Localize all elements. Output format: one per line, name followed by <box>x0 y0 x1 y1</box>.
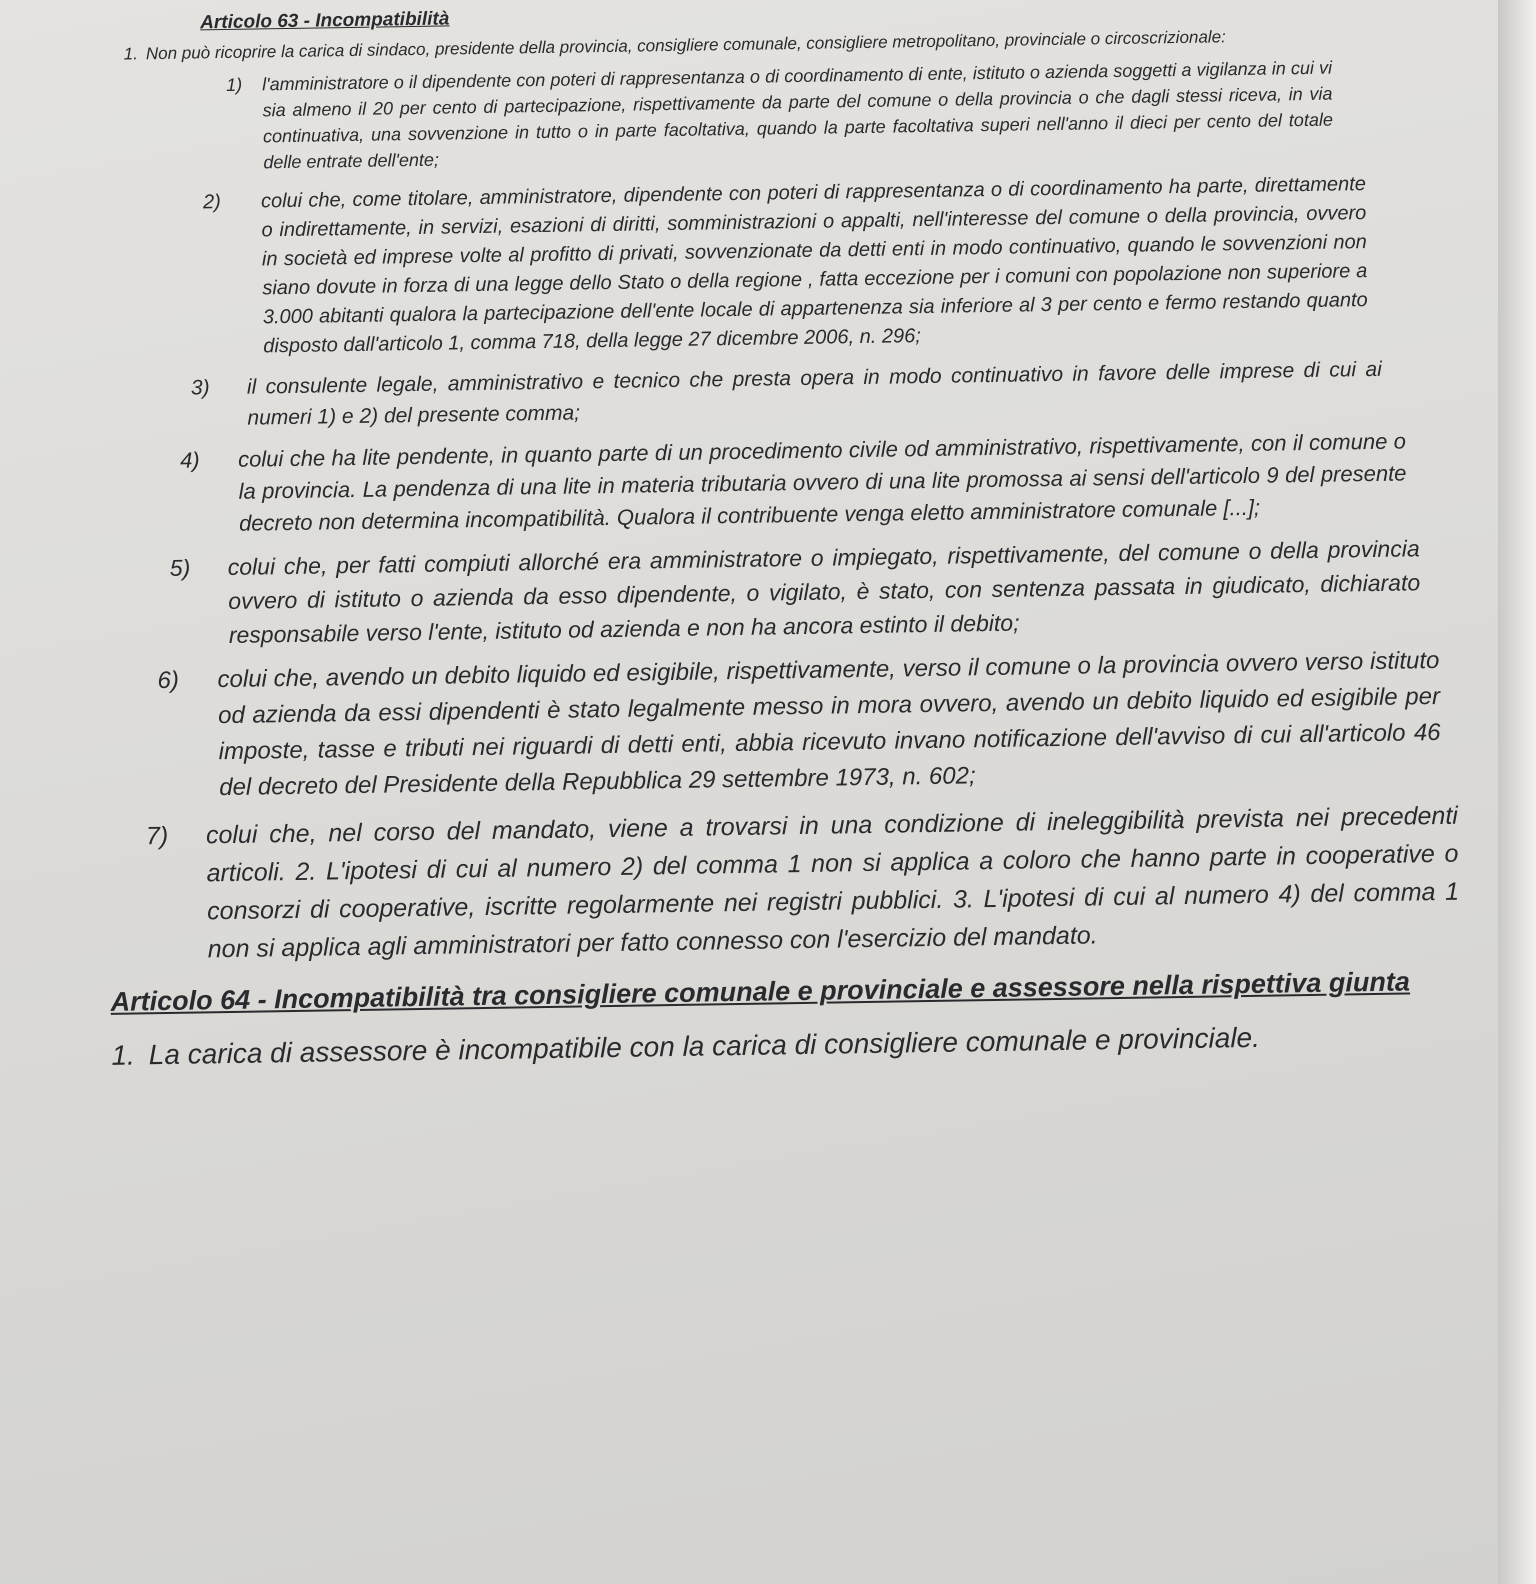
item-text: l'amministratore o il dipendente con poteri di rappresentanza o di coordinamento di ente, istituto o azienda soggetti a vigilanza in cui vi sia almeno il 20 per cento di partecipazione, rispettivamente da parte del comune o della provincia o che dagli stessi riceva, in via continuativa, una sovvenzione in tutto o in parte facoltativa, quando la parte facoltativa superi nell'anno il dieci per cento del totale delle entrate dell'ente; <box>262 57 1334 173</box>
item-text: colui che, come titolare, amministratore, dipendente con poteri di rappresentanza o di coordinamento ha parte, direttamente o indirettamente, in servizi, esazioni di diritti, somministrazioni o appalti, nell'interesse del comune o della provincia, ovvero in società ed imprese volte al profitto di privati, sovvenzionate da detti enti in modo continuativo, quando le sovvenzioni non siano dovute in forza di una legge dello Stato o della regione , fatta eccezione per i comuni con popolazione non superiore a 3.000 abitanti qualora la partecipazione dell'ente locale di appartenenza sia inferiore al 3 per cento e fermo restando quanto disposto dall'articolo 1, comma 718, della legge 27 dicembre 2006, n. 296; <box>260 173 1368 358</box>
item-marker: 4) <box>179 447 200 473</box>
item-marker: 6) <box>157 666 180 695</box>
list-item <box>191 354 1383 435</box>
intro-text: Non può ricoprire la carica di sindaco, presidente della provincia, consigliere comunale, consigliere metropolitano, provinciale o circoscrizionale: <box>145 27 1226 64</box>
list-item <box>226 55 1333 176</box>
intro-number: 1. <box>123 44 139 64</box>
list-item <box>203 170 1369 362</box>
article-63-items <box>96 52 1490 970</box>
item-marker: 2) <box>202 191 222 214</box>
item-marker: 5) <box>169 554 191 581</box>
item-text: colui che ha lite pendente, in quanto parte di un procedimento civile od amministrativo, rispettivamente, con il comune o la provincia. La pendenza di una lite in materia tributaria ovvero di una lite promossa ai sensi dell'articolo 9 del presente decreto non determina incompatibilità. Qualora il contribuente venga eletto amministratore comunale [...]; <box>237 428 1407 536</box>
list-item <box>157 643 1441 807</box>
paragraph-number: 1. <box>111 1039 136 1071</box>
list-item <box>180 425 1407 540</box>
item-text: colui che, avendo un debito liquido ed esigibile, rispettivamente, verso il comune o la provincia ovvero verso istituto od azienda da essi dipendenti è stato legalmente messo in mora ovvero, avendo un debito liquido ed esigibile per imposte, tasse e tributi nei riguardi di detti enti, abbia ricevuto invano notificazione dell'avviso di cui all'articolo 46 del decreto del Presidente della Repubblica 29 settembre 1973, n. 602; <box>217 646 1441 802</box>
item-marker: 3) <box>190 376 210 400</box>
list-item <box>170 531 1421 653</box>
paragraph-text: La carica di assessore è incompatibile con la carica di consigliere comunale e provinciale. <box>148 1021 1261 1071</box>
article-64-title: Articolo 64 - Incompatibilità tra consigliere comunale e provinciale e assessore nella rispettiva giunta <box>110 966 1411 1017</box>
item-text: colui che, per fatti compiuti allorché era amministratore o impiegato, rispettivamente, del comune o della provincia ovvero di istituto o azienda da esso dipendente, o vigilato, è stato, con sentenza passata in giudicato, dichiarato responsabile verso l'ente, istituto od azienda e non ha ancora estinto il debito; <box>227 535 1421 648</box>
document-body <box>95 0 1492 1102</box>
item-text: colui che, nel corso del mandato, viene a trovarsi in una condizione di ineleggibilità prevista nei precedenti articoli. 2. L'ipotesi di cui al numero 2) del comma 1 non si applica a coloro che hanno parte in cooperative o consorzi di cooperative, iscritte regolarmente nei registri pubblici. 3. L'ipotesi di cui al numero 4) del comma 1 non si applica agli amministratori per fatto connesso con l'esercizio del mandato. <box>205 801 1460 964</box>
article-64-paragraph <box>111 1016 1491 1074</box>
article-63-title: Articolo 63 - Incompatibilità <box>200 8 450 34</box>
item-marker: 7) <box>145 821 169 851</box>
item-text: il consulente legale, amministrativo e tecnico che presta opera in modo continuativo in favore delle imprese di cui ai numeri 1) e 2) del presente comma; <box>246 357 1382 430</box>
page-edge <box>1498 0 1536 1584</box>
item-marker: 1) <box>226 74 243 95</box>
list-item <box>146 797 1460 970</box>
